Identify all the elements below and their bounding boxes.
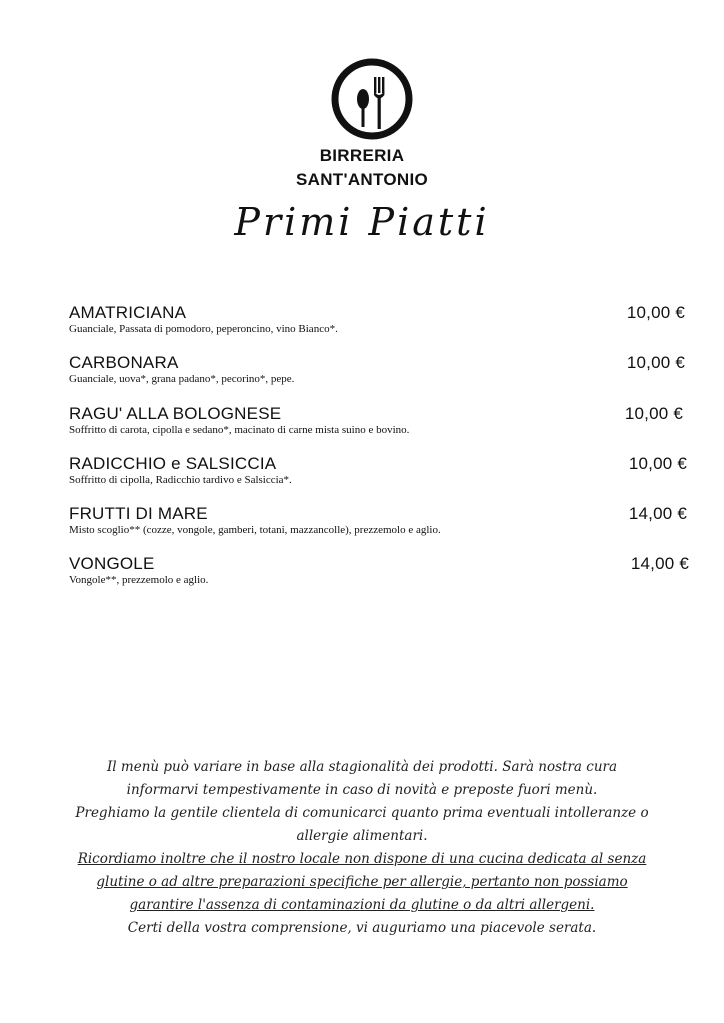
- menu-item-ragu-bolognese: [69, 404, 689, 454]
- dish-description: Guanciale, Passata di pomodoro, peperoncino, vino Bianco*.: [69, 323, 338, 335]
- notice-line-underlined: Ricordiamo inoltre che il nostro locale non dispone di una cucina dedicata al senza: [77, 851, 647, 867]
- notice-line: Preghiamo la gentile clientela di comunicarci quanto prima eventuali intolleranze o: [75, 805, 649, 821]
- section-title: Primi Piatti: [234, 200, 490, 244]
- notice-line: allergie alimentari.: [296, 828, 428, 844]
- menu-item-vongole: [69, 554, 689, 604]
- dish-name: AMATRICIANA: [69, 303, 187, 322]
- notice-line-underlined: garantire l'assenza di contaminazioni da glutine o da altri allergeni.: [129, 897, 595, 913]
- dish-description: Guanciale, uova*, grana padano*, pecorino*, pepe.: [69, 373, 295, 386]
- dish-price: 14,00 €: [628, 504, 687, 524]
- menu-item-amatriciana: [69, 303, 689, 353]
- dish-description: Soffritto di cipolla, Radicchio tardivo e Salsiccia*.: [69, 473, 292, 486]
- dish-name: RAGU' ALLA BOLOGNESE: [69, 403, 282, 423]
- dish-price: 10,00 €: [628, 453, 687, 473]
- brand-name-line1: BIRRERIA: [319, 146, 405, 165]
- notice-line: Certi della vostra comprensione, vi auguriamo una piacevole serata.: [127, 920, 597, 936]
- brand-name-line2: SANT'ANTONIO: [296, 170, 428, 189]
- dish-name: FRUTTI DI MARE: [69, 504, 208, 524]
- dish-name: CARBONARA: [69, 353, 179, 373]
- dish-description: Misto scoglio** (cozze, vongole, gamberi, totani, mazzancolle), prezzemolo e aglio.: [69, 524, 441, 537]
- spoon-fork-in-circle-icon: [330, 57, 414, 141]
- dish-description: Soffritto di carota, cipolla e sedano*, macinato di carne mista suino e bovino.: [69, 423, 410, 436]
- allergen-notice: [60, 756, 664, 940]
- dish-name: VONGOLE: [69, 554, 155, 574]
- notice-line: Il menù può variare in base alla stagionalità dei prodotti. Sarà nostra cura: [106, 759, 618, 775]
- dish-price: 10,00 €: [626, 353, 685, 373]
- menu-list: [69, 303, 689, 605]
- dish-price: 14,00 €: [630, 554, 689, 574]
- dish-price: 10,00 €: [624, 403, 683, 423]
- dish-price: 10,00 €: [626, 303, 685, 322]
- menu-item-carbonara: [69, 353, 689, 403]
- notice-line: informarvi tempestivamente in caso di novità e preposte fuori menù.: [126, 782, 598, 798]
- dish-name: RADICCHIO e SALSICCIA: [69, 453, 277, 473]
- notice-line-underlined: glutine o ad altre preparazioni specifiche per allergie, pertanto non possiamo: [96, 874, 628, 890]
- menu-item-frutti-di-mare: [69, 504, 689, 554]
- dish-description: Vongole**, prezzemolo e aglio.: [69, 574, 209, 587]
- menu-item-radicchio-salsiccia: [69, 454, 689, 504]
